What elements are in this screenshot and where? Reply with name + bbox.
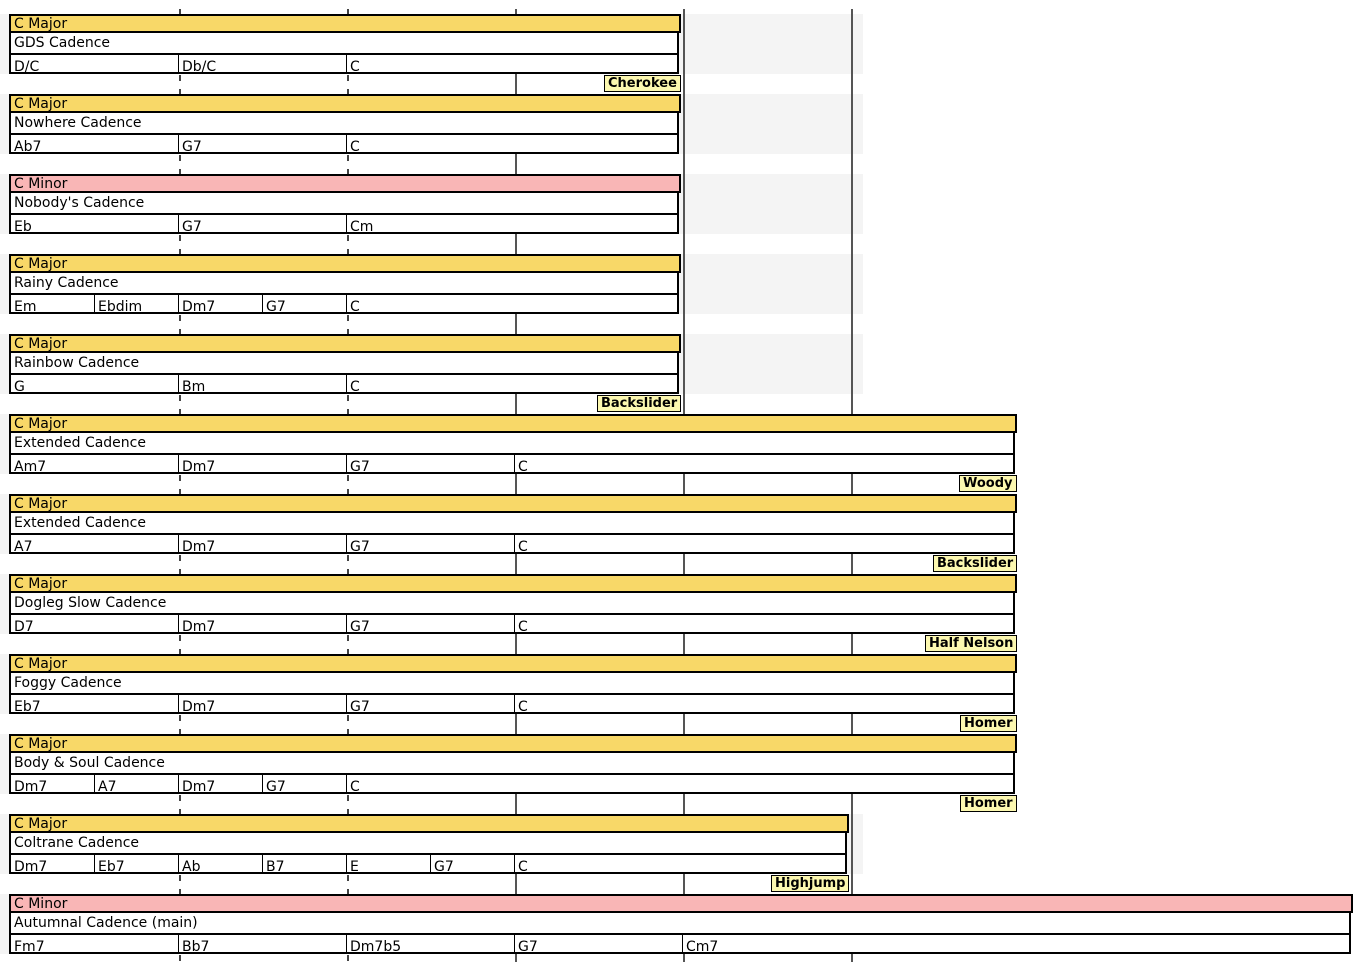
chord-cell[interactable]: G: [11, 375, 179, 394]
chord-cell[interactable]: G7: [263, 775, 347, 794]
key-label: C Major: [9, 414, 1017, 433]
chord-cell[interactable]: E: [347, 855, 431, 874]
chord-cell[interactable]: D/C: [11, 55, 179, 74]
chord-cell[interactable]: B7: [263, 855, 347, 874]
cadence-name: Coltrane Cadence: [9, 833, 847, 854]
cadence-brick[interactable]: [9, 654, 1019, 734]
chord-cell[interactable]: Bm: [179, 375, 347, 394]
cadence-name: Dogleg Slow Cadence: [9, 593, 1015, 614]
chord-cell[interactable]: Dm7: [179, 535, 347, 554]
chord-cell[interactable]: G7: [347, 615, 515, 634]
cadence-brick[interactable]: [9, 334, 683, 414]
key-label: C Major: [9, 654, 1017, 673]
cadence-name: Foggy Cadence: [9, 673, 1015, 694]
chord-row: [9, 773, 1015, 794]
cadence-name: Rainbow Cadence: [9, 353, 679, 374]
chord-cell[interactable]: C: [350, 139, 360, 155]
tune-label[interactable]: Half Nelson: [925, 635, 1017, 652]
cadence-name: GDS Cadence: [9, 33, 679, 54]
chord-cell[interactable]: Cm7: [686, 939, 719, 955]
chord-cell[interactable]: Cm: [350, 219, 374, 235]
chord-cell[interactable]: C: [350, 779, 360, 795]
key-label: C Major: [9, 734, 1017, 753]
chord-cell[interactable]: G7: [347, 695, 515, 714]
key-label: C Major: [9, 14, 681, 33]
cadence-brick[interactable]: [9, 174, 683, 254]
key-label: C Major: [9, 94, 681, 113]
cadence-name: Nobody's Cadence: [9, 193, 679, 214]
cadence-brick[interactable]: [9, 254, 683, 334]
cadence-name: Extended Cadence: [9, 433, 1015, 454]
cadence-name: Body & Soul Cadence: [9, 753, 1015, 774]
cadence-brick[interactable]: [9, 414, 1019, 494]
chord-cell[interactable]: Eb7: [11, 695, 179, 714]
tune-label[interactable]: Backslider: [933, 555, 1017, 572]
chord-cell[interactable]: Dm7: [179, 775, 263, 794]
chord-row: [9, 373, 679, 394]
chord-row: [9, 213, 679, 234]
chord-cell[interactable]: C: [518, 699, 528, 715]
chord-cell[interactable]: C: [518, 459, 528, 475]
key-label: C Major: [9, 814, 849, 833]
chord-cell[interactable]: Dm7b5: [347, 935, 515, 954]
key-label: C Major: [9, 254, 681, 273]
chord-cell[interactable]: Eb7: [95, 855, 179, 874]
tune-label[interactable]: Highjump: [771, 875, 849, 892]
cadence-brick[interactable]: [9, 94, 683, 174]
tune-label[interactable]: Homer: [960, 795, 1017, 812]
chord-row: [9, 533, 1015, 554]
chord-cell[interactable]: Em: [11, 295, 95, 314]
cadence-name: Extended Cadence: [9, 513, 1015, 534]
chord-cell[interactable]: G7: [347, 455, 515, 474]
key-label: C Major: [9, 574, 1017, 593]
chord-row: [9, 133, 679, 154]
chord-cell[interactable]: G7: [263, 295, 347, 314]
chord-cell[interactable]: C: [350, 299, 360, 315]
cadence-name: Rainy Cadence: [9, 273, 679, 294]
chord-cell[interactable]: Dm7: [11, 775, 95, 794]
cadence-brick[interactable]: [9, 814, 851, 894]
chord-cell[interactable]: Ab: [179, 855, 263, 874]
chord-cell[interactable]: Fm7: [11, 935, 179, 954]
chord-cell[interactable]: Dm7: [11, 855, 95, 874]
cadence-brick[interactable]: [9, 14, 683, 94]
tune-label[interactable]: Backslider: [597, 395, 681, 412]
chord-cell[interactable]: Dm7: [179, 695, 347, 714]
chord-cell[interactable]: G7: [515, 935, 683, 954]
chord-row: [9, 453, 1015, 474]
cadence-brick[interactable]: [9, 494, 1019, 574]
chord-row: [9, 693, 1015, 714]
chord-cell[interactable]: Am7: [11, 455, 179, 474]
key-label: C Major: [9, 494, 1017, 513]
tune-label[interactable]: Woody: [959, 475, 1017, 492]
chord-cell[interactable]: Dm7: [179, 295, 263, 314]
chord-cell[interactable]: G7: [347, 535, 515, 554]
chord-cell[interactable]: C: [518, 859, 528, 875]
chord-row: [9, 293, 679, 314]
key-label: C Major: [9, 334, 681, 353]
chord-row: [9, 53, 679, 74]
chord-cell[interactable]: C: [518, 619, 528, 635]
tune-label[interactable]: Homer: [960, 715, 1017, 732]
chord-cell[interactable]: Db/C: [179, 55, 347, 74]
chord-cell[interactable]: G7: [179, 215, 347, 234]
chord-cell[interactable]: Bb7: [179, 935, 347, 954]
chord-cell[interactable]: Dm7: [179, 455, 347, 474]
chord-cell[interactable]: D7: [11, 615, 179, 634]
cadence-brick[interactable]: [9, 894, 1355, 974]
chord-row: [9, 853, 847, 874]
chord-cell[interactable]: A7: [95, 775, 179, 794]
chord-cell[interactable]: C: [350, 59, 360, 75]
chord-cell[interactable]: G7: [431, 855, 515, 874]
chord-cell[interactable]: Ebdim: [95, 295, 179, 314]
chord-cell[interactable]: G7: [179, 135, 347, 154]
chord-cell[interactable]: C: [518, 539, 528, 555]
chord-row: [9, 613, 1015, 634]
chord-cell[interactable]: Dm7: [179, 615, 347, 634]
chord-cell[interactable]: C: [350, 379, 360, 395]
cadence-name: Nowhere Cadence: [9, 113, 679, 134]
chord-row: [9, 933, 1351, 954]
cadence-brick[interactable]: [9, 574, 1019, 654]
key-label: C Minor: [9, 894, 1353, 913]
key-label: C Minor: [9, 174, 681, 193]
chord-cell[interactable]: A7: [11, 535, 179, 554]
tune-label[interactable]: Cherokee: [604, 75, 681, 92]
chord-cell[interactable]: Eb: [11, 215, 179, 234]
cadence-brick[interactable]: [9, 734, 1019, 814]
chord-cell[interactable]: Ab7: [11, 135, 179, 154]
cadence-name: Autumnal Cadence (main): [9, 913, 1351, 934]
